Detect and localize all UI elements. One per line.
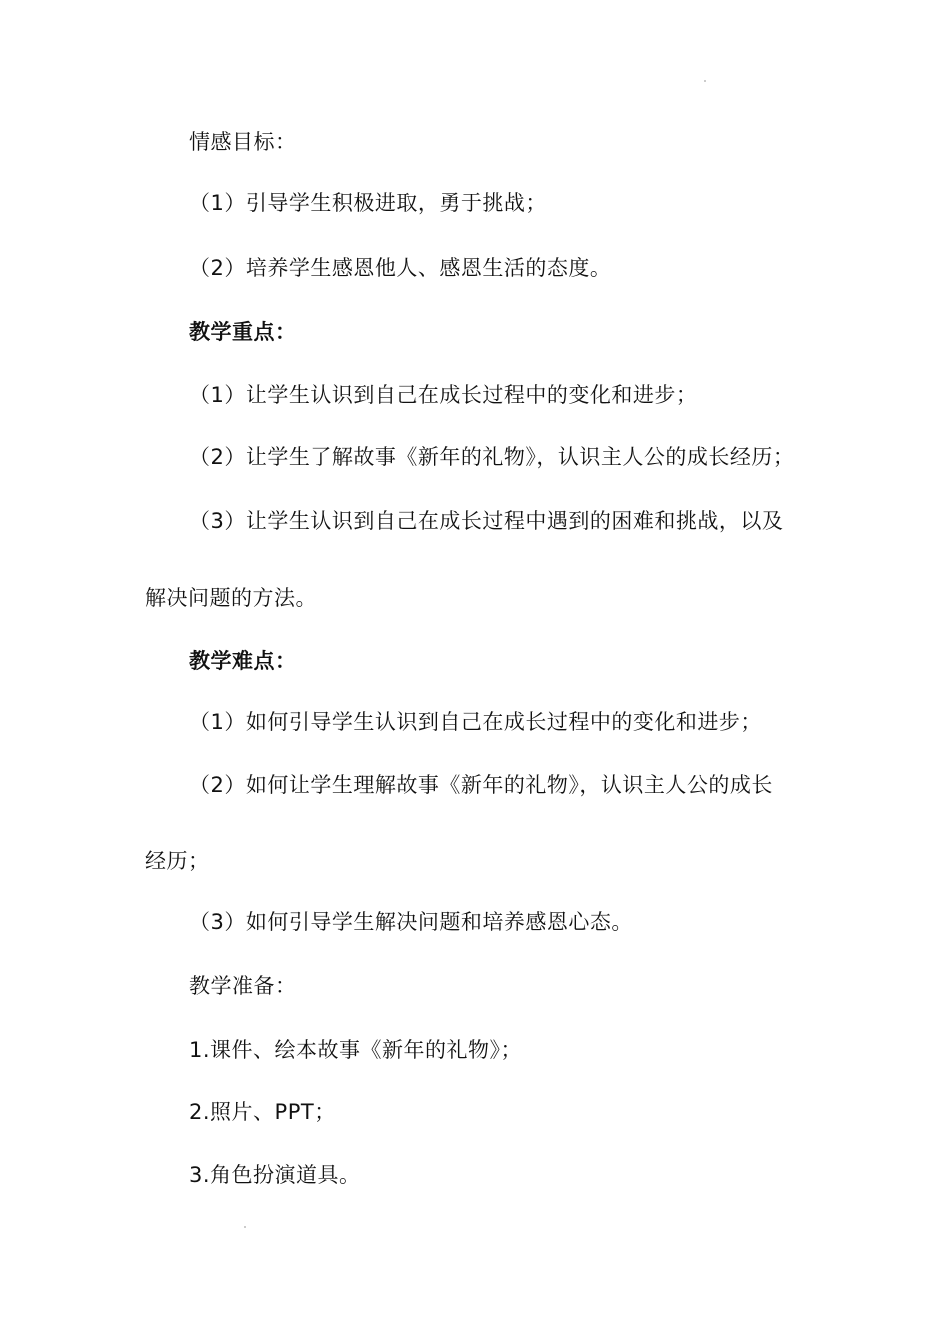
difficulties-heading: 教学难点：: [189, 649, 297, 673]
preparation-item-2: 2.照片、PPT；: [189, 1100, 336, 1124]
key-points-item-1: （1）让学生认识到自己在成长过程中的变化和进步；: [189, 383, 698, 407]
difficulties-item-3: （3）如何引导学生解决问题和培养感恩心态。: [189, 910, 633, 934]
emotional-goal-heading: 情感目标：: [189, 130, 297, 154]
emotional-goal-item-1: （1）引导学生积极进取，勇于挑战；: [189, 191, 547, 215]
key-points-item-3: （3）让学生认识到自己在成长过程中遇到的困难和挑战，以及: [189, 509, 784, 533]
key-points-item-2: （2）让学生了解故事《新年的礼物》，认识主人公的成长经历；: [189, 445, 795, 469]
difficulties-item-1: （1）如何引导学生认识到自己在成长过程中的变化和进步；: [189, 710, 762, 734]
key-points-item-3-cont: 解决问题的方法。: [145, 586, 317, 610]
preparation-item-1: 1.课件、绘本故事《新年的礼物》；: [189, 1038, 523, 1062]
preparation-heading: 教学准备：: [189, 974, 297, 998]
difficulties-item-2-cont: 经历；: [145, 849, 210, 873]
scan-mark: [244, 1226, 246, 1228]
scan-mark: [704, 80, 706, 82]
difficulties-item-2: （2）如何让学生理解故事《新年的礼物》，认识主人公的成长: [189, 773, 773, 797]
emotional-goal-item-2: （2）培养学生感恩他人、感恩生活的态度。: [189, 256, 612, 280]
key-points-heading: 教学重点：: [189, 320, 297, 344]
preparation-item-3: 3.角色扮演道具。: [189, 1163, 361, 1187]
